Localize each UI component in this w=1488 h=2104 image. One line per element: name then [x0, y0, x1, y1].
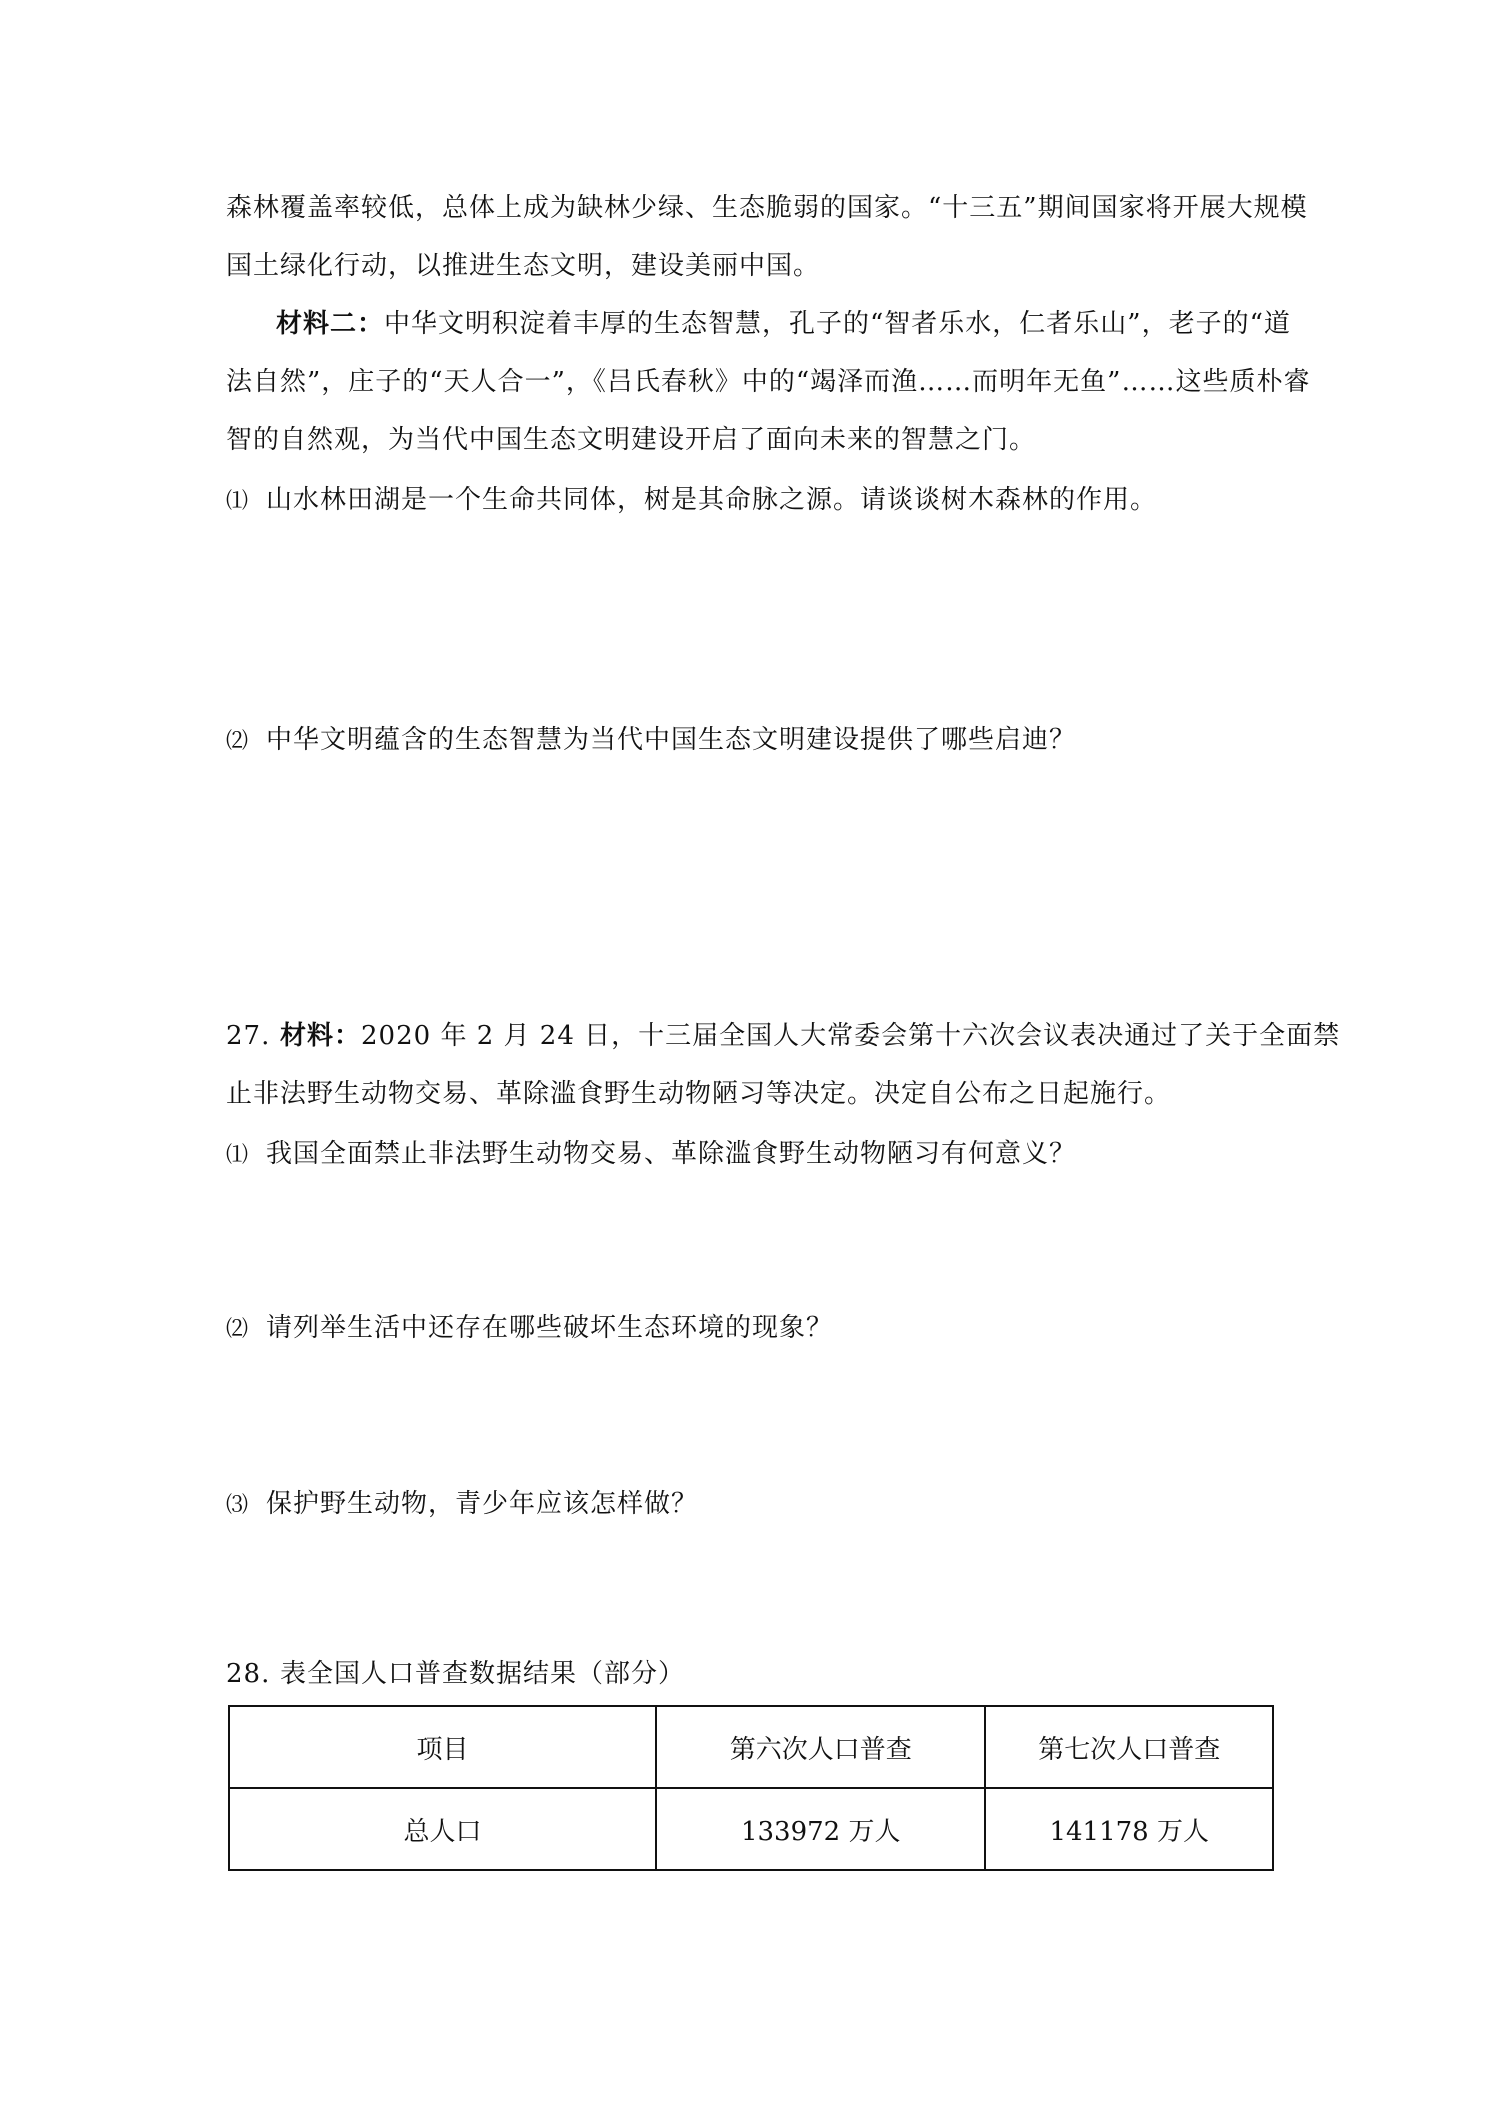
census-table-row [229, 1788, 1273, 1870]
q27-sub2-text: 请列举生活中还存在哪些破坏生态环境的现象？ [266, 1313, 834, 1343]
census-table-header-row [229, 1706, 1273, 1788]
q27-line-2: 止非法野生动物交易、革除滥食野生动物陋习等决定。决定自公布之日起施行。 [226, 1079, 1172, 1109]
material2-text-1: 中华文明积淀着丰厚的生态智慧，孔子的“智者乐水，仁者乐山”，老子的“道 [384, 309, 1291, 339]
census-cell-item: 总人口 [229, 1788, 656, 1870]
q27-sub3 [226, 1486, 698, 1524]
q27-label: 材料： [280, 1021, 362, 1051]
q26-sub1 [226, 482, 1157, 520]
q27-text-1: 2020 年 2 月 24 日，十三届全国人大常委会第十六次会议表决通过了关于全面禁 [361, 1021, 1341, 1051]
q28-title-line [226, 1656, 685, 1692]
q27-sub3-text: 保护野生动物，青少年应该怎样做？ [266, 1489, 699, 1519]
q26-sub2-text: 中华文明蕴含的生态智慧为当代中国生态文明建设提供了哪些启迪？ [266, 725, 1077, 755]
q27-line-1 [226, 1018, 1340, 1054]
q27-sub2 [226, 1310, 833, 1348]
q26-sub1-number: ⑴ [226, 489, 250, 514]
q26-sub2 [226, 722, 1076, 760]
census-header-seventh: 第七次人口普查 [985, 1706, 1273, 1788]
q27-sub1 [226, 1136, 1076, 1174]
q26-sub2-number: ⑵ [226, 729, 250, 754]
q27-sub1-text: 我国全面禁止非法野生动物交易、革除滥食野生动物陋习有何意义？ [266, 1139, 1077, 1169]
material1-line-1: 森林覆盖率较低，总体上成为缺林少绿、生态脆弱的国家。“十三五”期间国家将开展大规模 [226, 193, 1308, 223]
material2-label: 材料二： [276, 309, 385, 339]
material1-line-2: 国土绿化行动，以推进生态文明，建设美丽中国。 [226, 251, 821, 281]
q27-sub1-number: ⑴ [226, 1143, 250, 1168]
census-cell-sixth: 133972 万人 [656, 1788, 985, 1870]
census-table [228, 1705, 1274, 1871]
q26-sub1-text: 山水林田湖是一个生命共同体，树是其命脉之源。请谈谈树木森林的作用。 [266, 485, 1158, 515]
census-header-sixth: 第六次人口普查 [656, 1706, 985, 1788]
census-header-item: 项目 [229, 1706, 656, 1788]
material2-line-3: 智的自然观，为当代中国生态文明建设开启了面向未来的智慧之门。 [226, 425, 1037, 455]
q28-number: 28. [226, 1659, 271, 1689]
q27-sub2-number: ⑵ [226, 1317, 250, 1342]
material2-line-1 [276, 306, 1291, 342]
census-cell-seventh: 141178 万人 [985, 1788, 1273, 1870]
q27-sub3-number: ⑶ [226, 1493, 250, 1518]
material2-line-2: 法自然”，庄子的“天人合一”，《吕氏春秋》中的“竭泽而渔……而明年无鱼”……这些质朴睿 [226, 367, 1311, 397]
q27-number: 27. [226, 1021, 271, 1051]
q28-title: 表全国人口普查数据结果（部分） [280, 1659, 686, 1689]
